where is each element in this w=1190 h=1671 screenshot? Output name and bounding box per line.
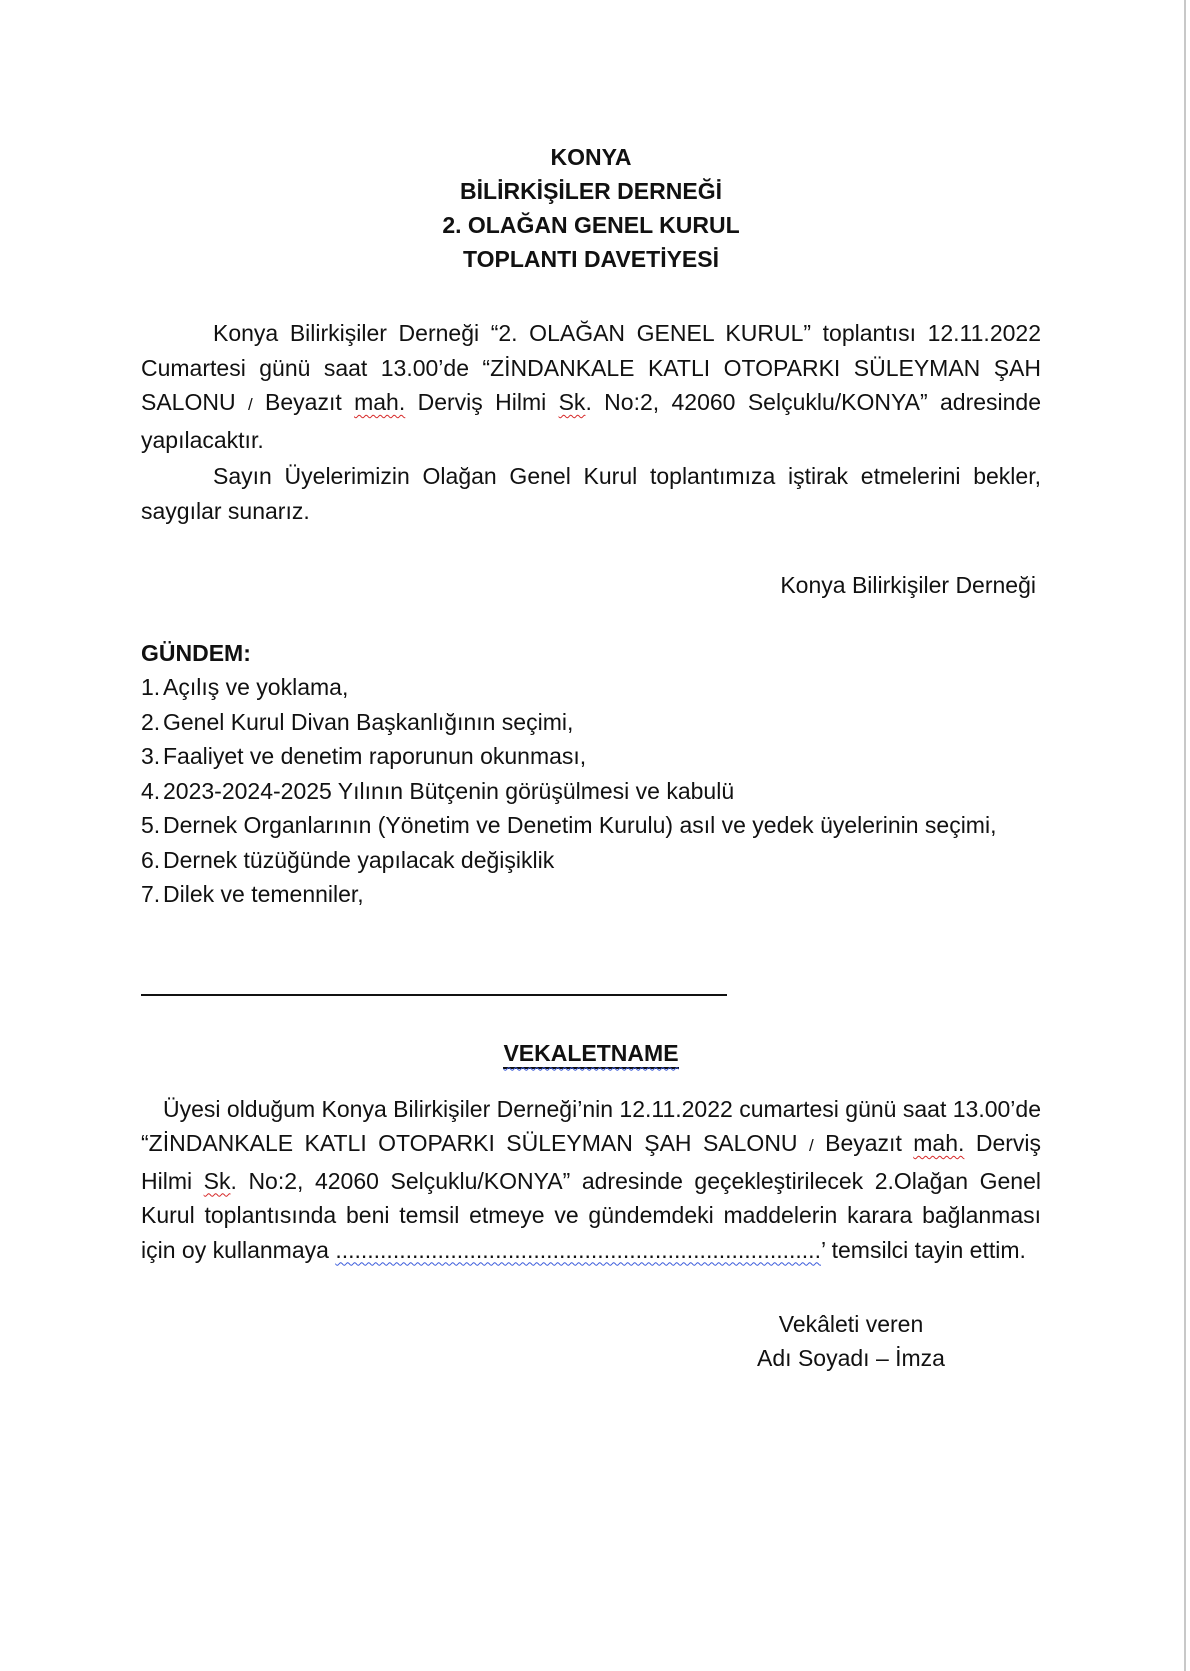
proxy-text-5: ’ temsilci tayin ettim. — [820, 1236, 1026, 1263]
agenda-item — [141, 774, 1041, 809]
proxy-text-4: . No:2, 42060 Selçuklu/KONYA” adresinde geçekleştirilecek 2.Olağan Genel Kurul toplantısında beni temsil etmeye ve gündemdeki maddelerin karara bağlanması için oy kullanmaya — [141, 1167, 1041, 1263]
proxy-slash: / — [808, 1136, 814, 1155]
proxy-text-3: Derviş Hilmi — [141, 1130, 1041, 1194]
agenda-item — [141, 739, 1041, 774]
proxy-paragraph — [141, 1092, 1041, 1268]
proxy-sk: Sk — [203, 1167, 231, 1194]
invitation-text-2: Beyazıt — [252, 389, 355, 415]
invitation-text-1: Konya Bilirkişiler Derneği “2. OLAĞAN GENEL KURUL” toplantısı 12.11.2022 Cumartesi günü saat 13.00’de “ZİNDANKALE KATLI OTOPARKI SÜLEYMAN ŞAH SALONU — [141, 320, 1041, 415]
agenda-item — [141, 843, 1041, 878]
proxy-mah: mah. — [913, 1130, 965, 1156]
agenda-list — [141, 670, 1041, 912]
agenda-item — [141, 670, 1041, 705]
agenda-item-number: 4. — [141, 777, 161, 804]
document-title — [141, 140, 1041, 276]
title-line-meeting: 2. OLAĞAN GENEL KURUL — [442, 212, 740, 238]
proxy-text-1: Üyesi olduğum Konya Bilirkişiler Derneği’nin 12.11.2022 cumartesi günü saat 13.00’de “ZİNDANKALE KATLI OTOPARKI SÜLEYMAN ŞAH SALONU — [141, 1095, 1041, 1156]
invitation-text-3: Derviş Hilmi — [405, 389, 559, 415]
invitation-text-4: . No:2, 42060 Selçuklu/KONYA” adresinde yapılacaktır. — [141, 389, 1041, 453]
title-line-association: BİLİRKİŞİLER DERNEĞİ — [460, 178, 722, 204]
agenda-item-text: Açılış ve yoklama, — [163, 674, 349, 700]
agenda-item-text: Faaliyet ve denetim raporunun okunması, — [163, 743, 587, 769]
agenda-item-text: Dilek ve temenniler, — [163, 881, 364, 907]
agenda-item-number: 3. — [141, 743, 161, 769]
proxy-giver-label: Vekâleti veren — [778, 1311, 924, 1337]
title-line-city: KONYA — [550, 144, 632, 170]
invitation-paragraph — [141, 316, 1041, 457]
proxy-title-text: VEKALETNAME — [503, 1040, 678, 1069]
cut-line-divider — [141, 994, 727, 996]
representative-blank-field[interactable]: ............................................................................ — [335, 1236, 821, 1263]
agenda-item-text: Genel Kurul Divan Başkanlığının seçimi, — [163, 708, 574, 735]
association-signature: Konya Bilirkişiler Derneği — [780, 572, 1036, 598]
proxy-title — [141, 1036, 1041, 1070]
proxy-signature-block — [746, 1307, 956, 1375]
name-signature-label: Adı Soyadı – İmza — [757, 1345, 945, 1371]
agenda-item — [141, 808, 1041, 843]
closing-paragraph: Sayın Üyelerimizin Olağan Genel Kurul toplantımıza iştirak etmelerini bekler, saygılar sunarız. — [141, 463, 1041, 524]
page-edge — [1184, 0, 1186, 1671]
agenda-item-number: 5. — [141, 812, 161, 838]
agenda-item-text: Dernek Organlarının (Yönetim ve Denetim Kurulu) asıl ve yedek üyelerinin seçimi, — [163, 812, 997, 838]
title-line-invitation: TOPLANTI DAVETİYESİ — [462, 246, 719, 272]
agenda-item-number: 1. — [141, 674, 161, 700]
agenda-item — [141, 877, 1041, 912]
proxy-text-2: Beyazıt — [813, 1130, 914, 1156]
agenda-item-number: 2. — [141, 708, 161, 735]
agenda-item-text: 2023-2024-2025 Yılının Bütçenin görüşülmesi ve kabulü — [163, 777, 735, 804]
invitation-sk: Sk — [558, 389, 586, 415]
agenda-item-number: 7. — [141, 881, 161, 907]
document-body — [141, 140, 1041, 1375]
agenda-item-text: Dernek tüzüğünde yapılacak değişiklik — [163, 846, 555, 873]
invitation-slash: / — [247, 395, 253, 414]
agenda-item-number: 6. — [141, 846, 161, 873]
agenda-item — [141, 705, 1041, 740]
agenda-heading: GÜNDEM: — [141, 640, 251, 666]
invitation-mah: mah. — [354, 389, 406, 415]
